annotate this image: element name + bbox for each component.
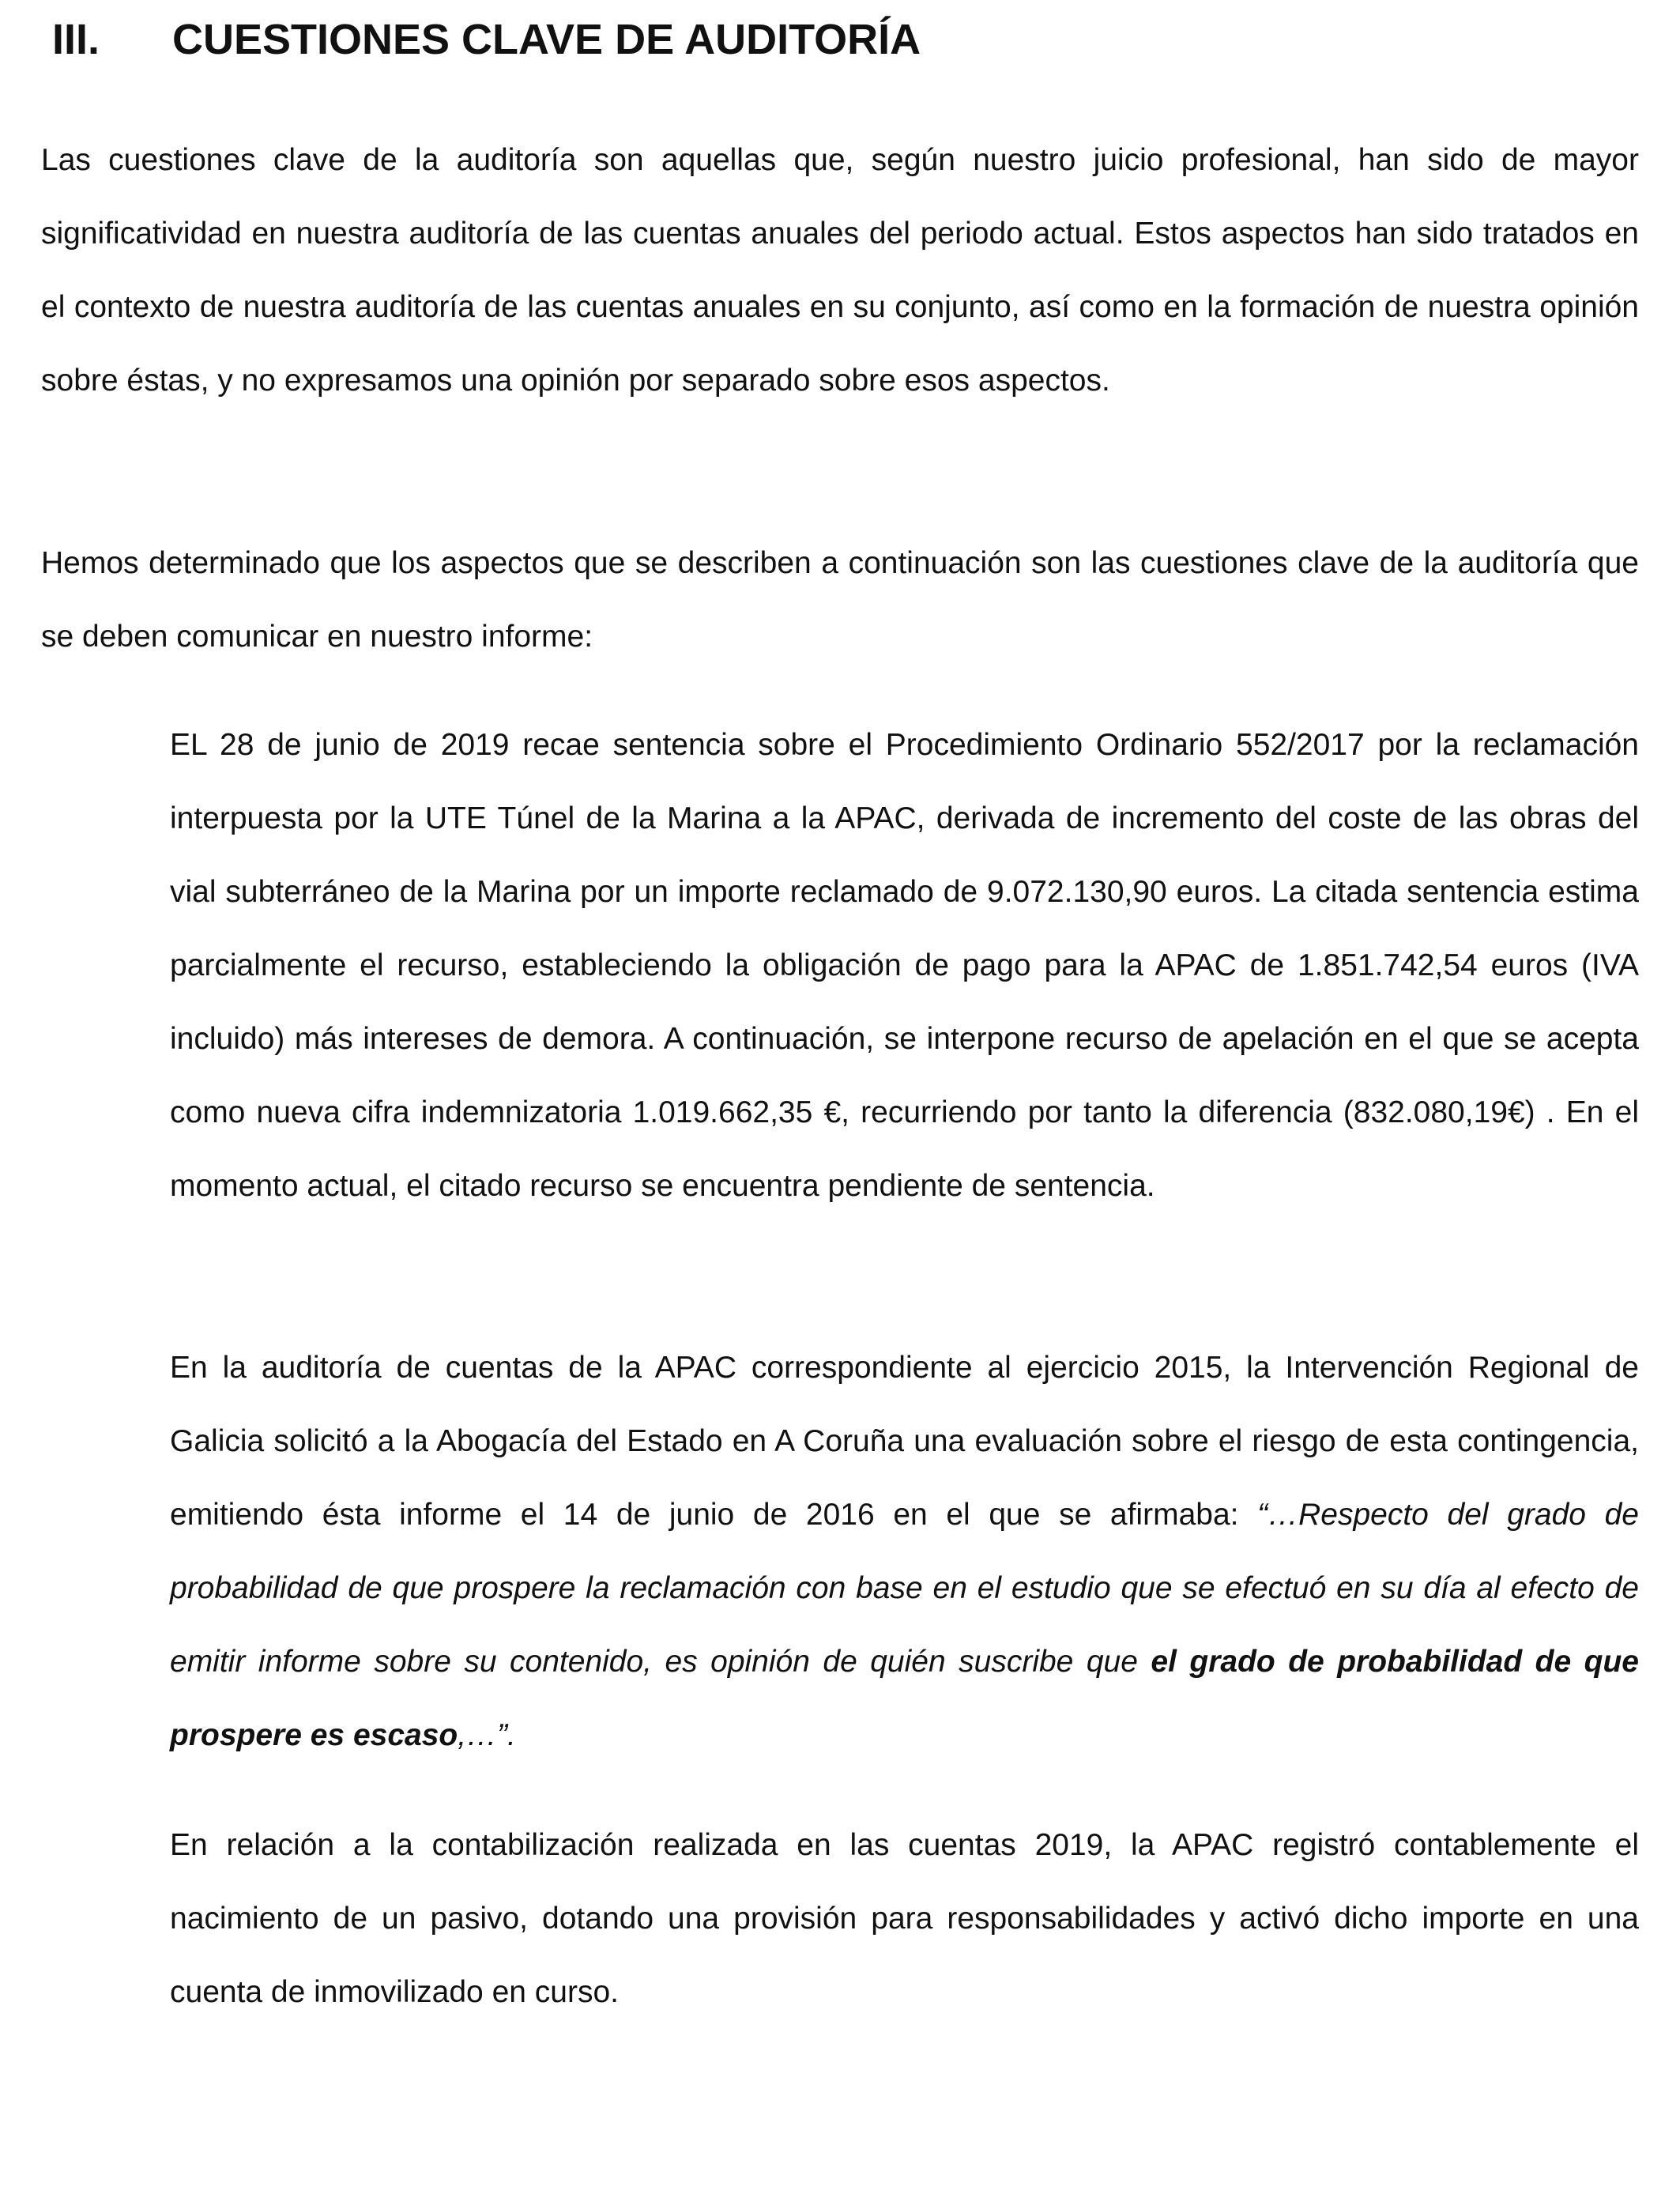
section-number: III.: [52, 16, 100, 63]
accounting-2019-paragraph: En relación a la contabilización realizada en las cuentas 2019, la APAC registró contablemente el nacimiento de un pasivo, dotando una provisión para responsabilidades y activó dicho importe en una cuenta de inmovilizado en curso.: [170, 1828, 1639, 2009]
sentence-paragraph: EL 28 de junio de 2019 recae sentencia sobre el Procedimiento Ordinario 552/2017 por la reclamación interpuesta por la UTE Túnel de la Marina a la APAC, derivada de incremento del coste de las obras del vial subterráneo de la Marina por un importe reclamado de 9.072.130,90 euros. La citada sentencia estima parcialmente el recurso, estableciendo la obligación de pago para la APAC de 1.851.742,54 euros (IVA incluido) más intereses de demora. A continuación, se interpone recurso de apelación en el que se acepta como nueva cifra indemnizatoria 1.019.662,35 €, recurriendo por tanto la diferencia (832.080,19€) . En el momento actual, el citado recurso se encuentra pendiente de sentencia.: [170, 728, 1639, 1203]
audit-2015-paragraph: [170, 1331, 1639, 1772]
legal-quote-emphasis: el grado de probabilidad de que prospere es escaso: [170, 1645, 1639, 1752]
determination-paragraph: Hemos determinado que los aspectos que se describen a continuación son las cuestiones clave de la auditoría que se deben comunicar en nuestro informe:: [41, 546, 1639, 654]
section-heading: [52, 8, 921, 71]
intro-paragraph: Las cuestiones clave de la auditoría son aquellas que, según nuestro juicio profesional, han sido de mayor significatividad en nuestra auditoría de las cuentas anuales del periodo actual. Estos aspectos han sido tratados en el contexto de nuestra auditoría de las cuentas anuales en su conjunto, así como en la formación de nuestra opinión sobre éstas, y no expresamos una opinión por separado sobre esos aspectos.: [41, 143, 1639, 398]
legal-quote: “…Respecto del grado de probabilidad de que prospere la reclamación con base en el estudio que se efectuó en su día al efecto de emitir informe sobre su contenido, es opinión de quién suscribe que: [170, 1498, 1639, 1679]
legal-quote-end: ,…”.: [458, 1718, 516, 1752]
section-title: CUESTIONES CLAVE DE AUDITORÍA: [172, 16, 921, 63]
audit-2015-lead: En la auditoría de cuentas de la APAC correspondiente al ejercicio 2015, la Intervención Regional de Galicia solicitó a la Abogacía del Estado en A Coruña una evaluación sobre el riesgo de esta contingencia, emitiendo ésta informe el 14 de junio de 2016 en el que se afirmaba:: [170, 1351, 1639, 1532]
